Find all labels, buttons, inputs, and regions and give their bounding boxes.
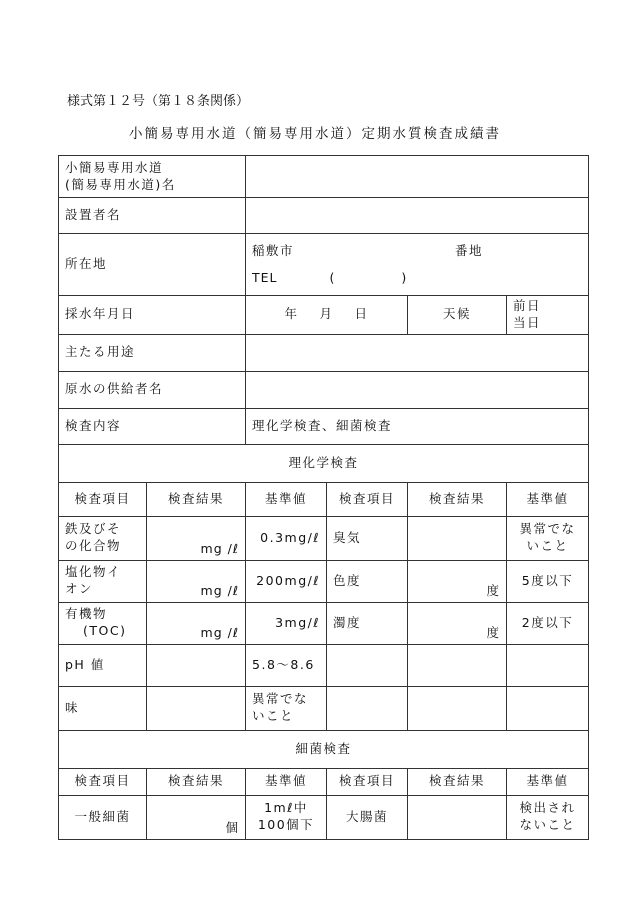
table-row [59,686,589,730]
column-header: 基準値 [507,482,589,516]
empty-cell [327,644,408,686]
table-row [59,516,589,560]
location-field[interactable]: 稲敷市 番地 TEL ( ) [246,234,589,296]
main-use-label: 主たる用途 [59,334,246,371]
item-e-coli: 大腸菌 [327,795,408,839]
inspection-report-table [58,155,589,840]
empty-cell [327,686,408,730]
form-number: 様式第１２号（第１８条関係） [67,94,250,109]
std-general-bacteria: 1mℓ中 100個下 [246,795,327,839]
main-use-field[interactable] [246,334,589,371]
table-row [59,644,589,686]
tel-label: TEL [252,269,278,285]
location-row [59,234,589,296]
location-city: 稲敷市 [252,242,295,258]
supplier-label: 原水の供給者名 [59,371,246,408]
column-header: 基準値 [246,482,327,516]
std-iron: 0.3mg/ℓ [246,516,327,560]
item-chloride: 塩化物イ オン [59,560,147,602]
result-iron[interactable]: mg /ℓ [147,516,246,560]
weather-label: 天候 [408,296,507,335]
bacteria-header-row [59,768,589,795]
std-color: 5度以下 [507,560,589,602]
std-organics: 3mg/ℓ [246,602,327,644]
std-odor: 異常でな いこと [507,516,589,560]
name-row [59,156,589,198]
supplier-field[interactable] [246,371,589,408]
empty-cell [408,644,507,686]
item-turbidity: 濁度 [327,602,408,644]
chemical-header-row [59,482,589,516]
installer-field[interactable] [246,198,589,234]
table-row [59,560,589,602]
result-taste[interactable] [147,686,246,730]
column-header: 基準値 [507,768,589,795]
weather-field[interactable]: 前日 当日 [507,296,589,335]
std-e-coli: 検出され ないこと [507,795,589,839]
inspection-content-value: 理化学検査、細菌検査 [246,408,589,444]
item-general-bacteria: 一般細菌 [59,795,147,839]
item-color: 色度 [327,560,408,602]
inspection-content-label: 検査内容 [59,408,246,444]
name-label: 小簡易専用水道 (簡易専用水道)名 [59,156,246,198]
document-title: 小簡易専用水道（簡易専用水道）定期水質検査成績書 [129,126,501,142]
column-header: 検査項目 [59,482,147,516]
column-header: 検査結果 [147,768,246,795]
location-label: 所在地 [59,234,246,296]
result-odor[interactable] [408,516,507,560]
std-chloride: 200mg/ℓ [246,560,327,602]
empty-cell [507,686,589,730]
installer-row [59,198,589,234]
inspection-content-row [59,408,589,444]
supplier-row [59,371,589,408]
sampling-date-row [59,296,589,335]
item-odor: 臭気 [327,516,408,560]
column-header: 検査項目 [327,768,408,795]
std-ph: 5.8〜8.6 [246,644,327,686]
sampling-date-label: 採水年月日 [59,296,246,335]
table-row [59,795,589,839]
item-organics: 有機物 (TOC) [59,602,147,644]
bacteria-section-title: 細菌検査 [59,730,589,768]
main-use-row [59,334,589,371]
result-ph[interactable] [147,644,246,686]
sampling-date-field[interactable]: 年 月 日 [246,296,408,335]
result-turbidity[interactable]: 度 [408,602,507,644]
std-taste: 異常でな いこと [246,686,327,730]
result-e-coli[interactable] [408,795,507,839]
result-chloride[interactable]: mg /ℓ [147,560,246,602]
result-color[interactable]: 度 [408,560,507,602]
item-ph: pH 値 [59,644,147,686]
result-organics[interactable]: mg /ℓ [147,602,246,644]
chemical-section-row [59,444,589,482]
column-header: 検査結果 [147,482,246,516]
empty-cell [507,644,589,686]
location-banchi: 番地 [455,242,484,258]
table-row [59,602,589,644]
bacteria-section-row [59,730,589,768]
item-iron: 鉄及びそ の化合物 [59,516,147,560]
chemical-section-title: 理化学検査 [59,444,589,482]
item-taste: 味 [59,686,147,730]
column-header: 検査結果 [408,482,507,516]
column-header: 検査項目 [59,768,147,795]
result-general-bacteria[interactable]: 個 [147,795,246,839]
column-header: 検査項目 [327,482,408,516]
empty-cell [408,686,507,730]
name-field[interactable] [246,156,589,198]
column-header: 検査結果 [408,768,507,795]
std-turbidity: 2度以下 [507,602,589,644]
column-header: 基準値 [246,768,327,795]
installer-label: 設置者名 [59,198,246,234]
